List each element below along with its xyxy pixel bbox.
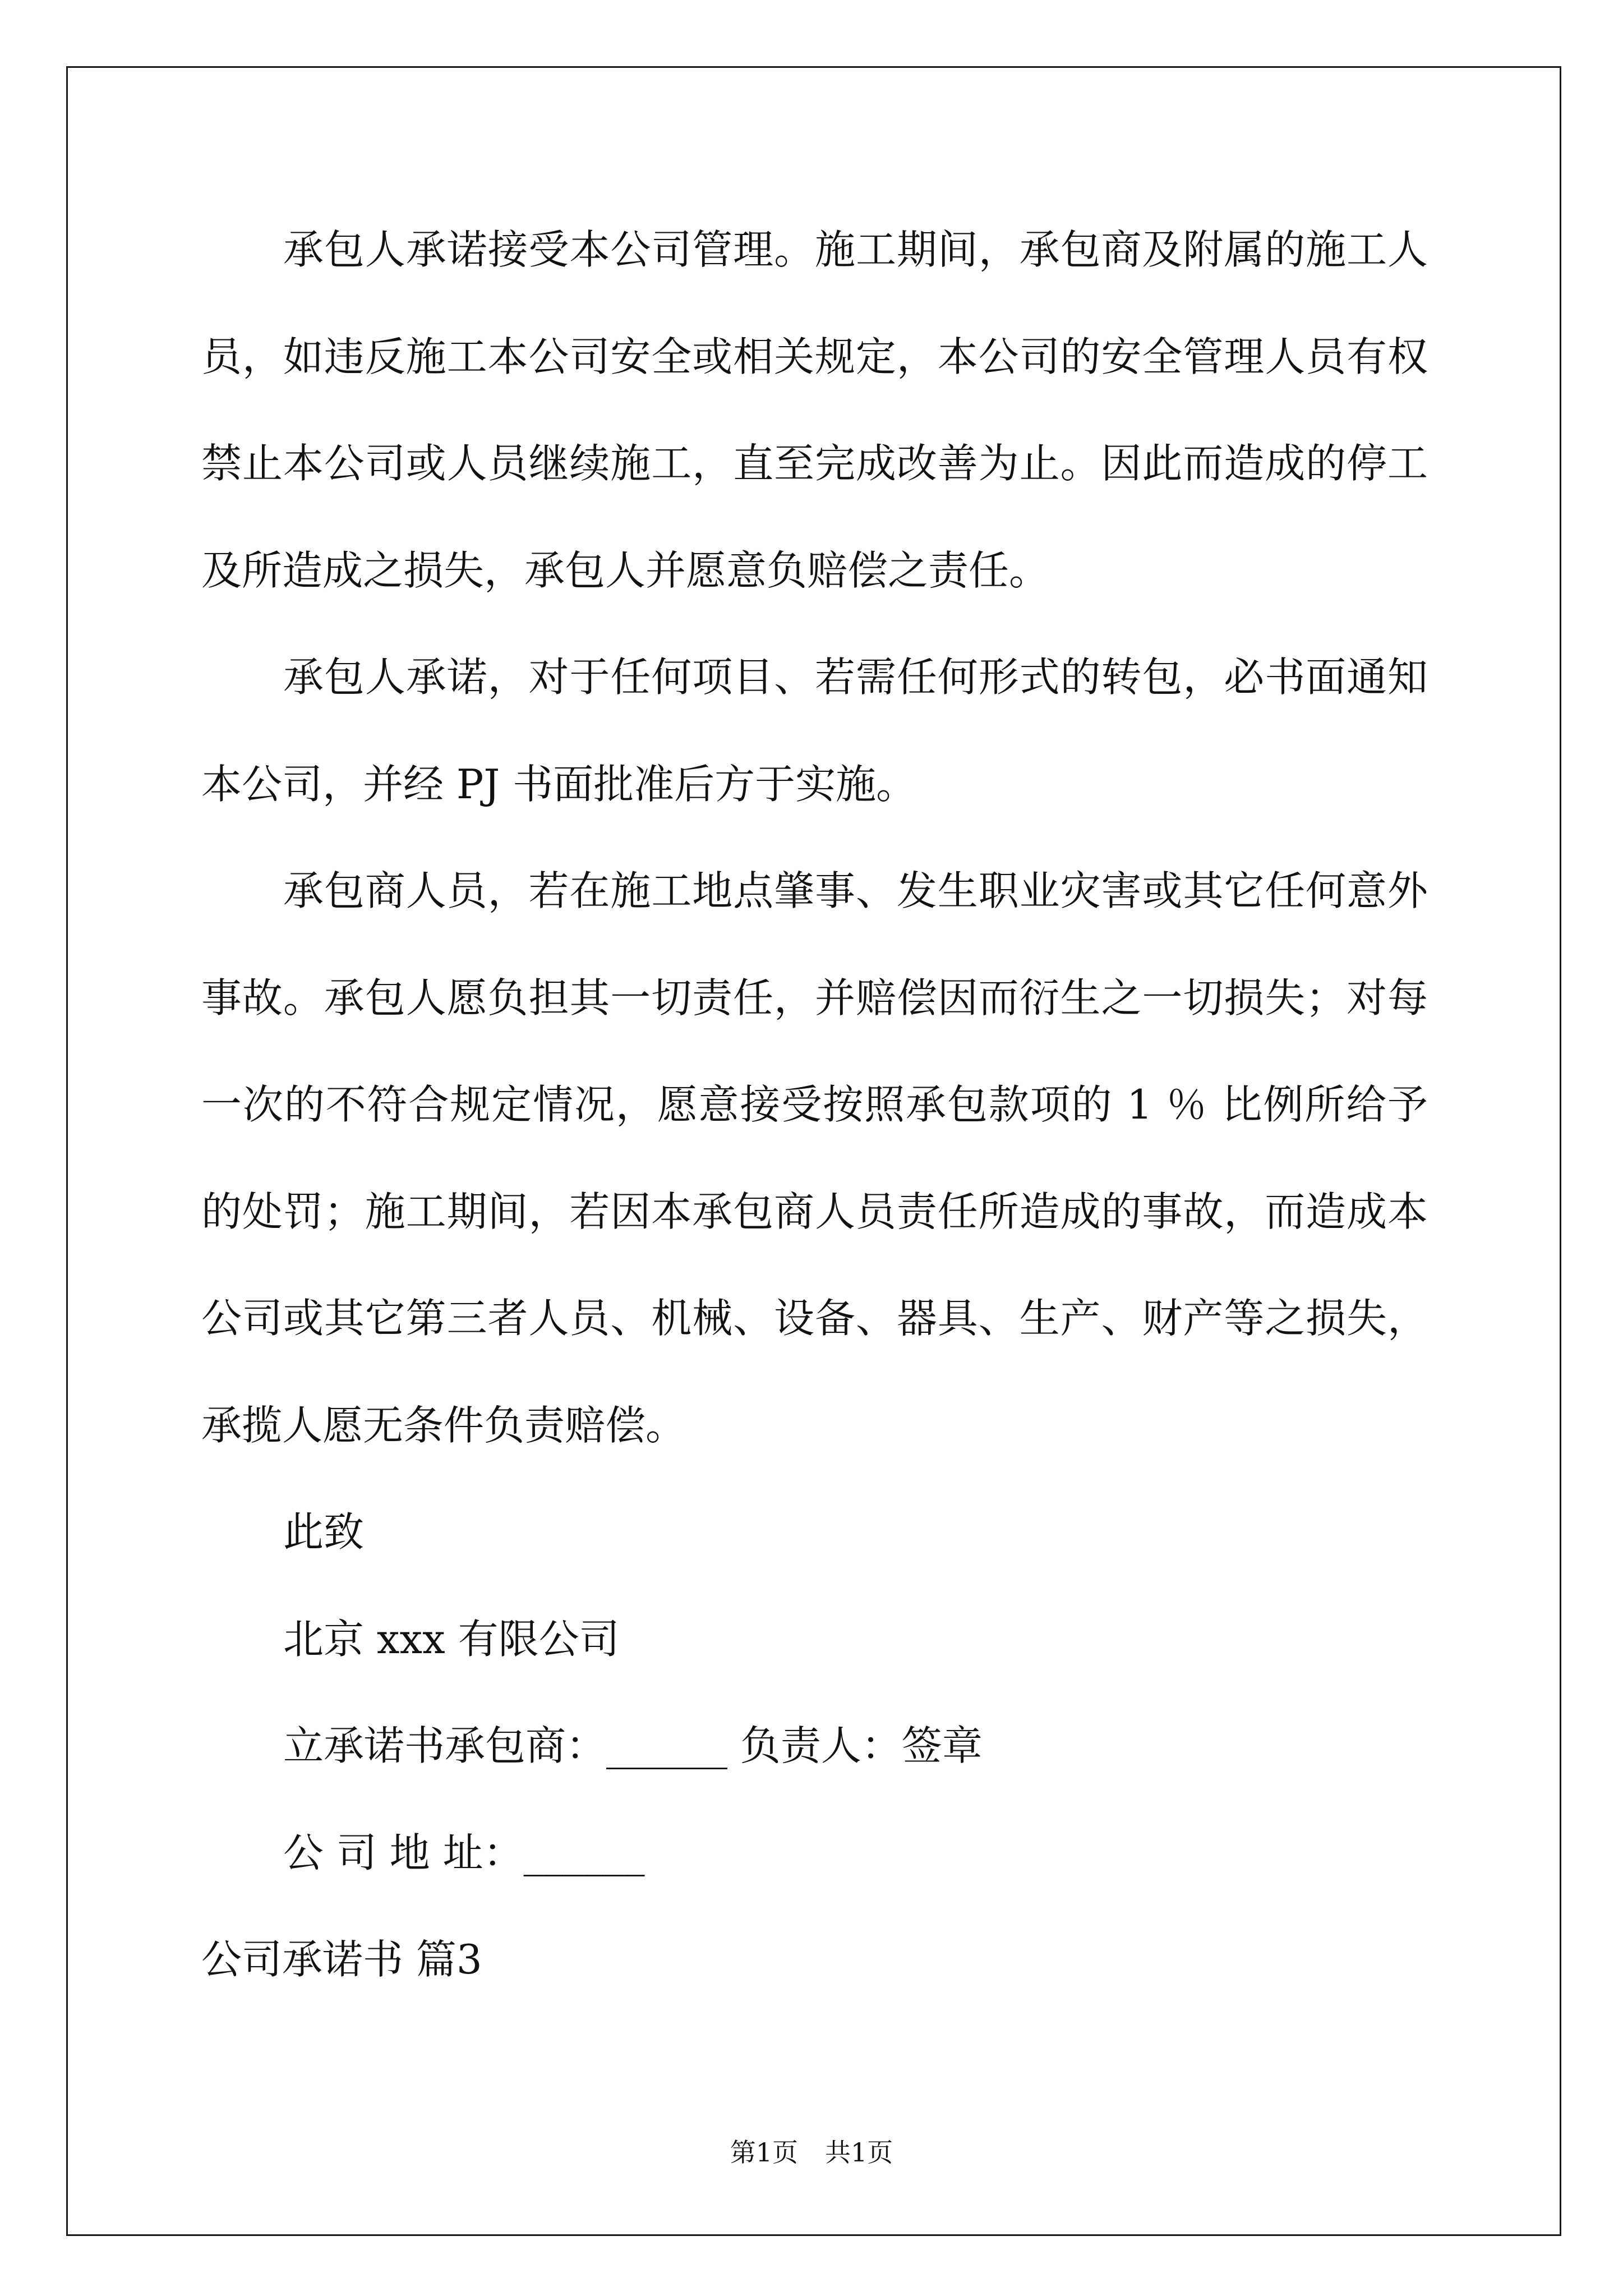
paragraph-liability — [201, 838, 1428, 1479]
total-page-count: 共1页 — [825, 2137, 893, 2168]
next-section-heading: 公司承诺书 篇3 — [201, 1936, 482, 1983]
paragraph-line: 承包商人员，若在施工地点肇事、发生职业灾害或其它任何意外 — [283, 867, 1428, 914]
paragraph-line: 的处罚；施工期间，若因本承包商人员责任所造成的事故，而造成本 — [201, 1188, 1428, 1235]
page-footer — [0, 2136, 1623, 2169]
paragraph-subcontract — [201, 624, 1428, 838]
document-body — [201, 196, 1428, 2013]
paragraph-line: 承包人承诺，对于任何项目、若需任何形式的转包，必书面通知 — [283, 654, 1428, 701]
paragraph-line: 及所造成之损失，承包人并愿意负赔偿之责任。 — [201, 546, 1050, 594]
current-page-number: 第1页 — [730, 2137, 798, 2168]
paragraph-line: 承包人承诺接受本公司管理。施工期间，承包商及附属的施工人 — [283, 226, 1428, 273]
paragraph-line: 承揽人愿无条件负责赔偿。 — [201, 1401, 686, 1449]
closing-recipient: 北京 xxx 有限公司 — [283, 1615, 620, 1663]
paragraph-line: 一次的不符合规定情况，愿意接受按照承包款项的 1 ％ 比例所给予 — [201, 1081, 1428, 1128]
paragraph-acceptance — [201, 196, 1428, 624]
paragraph-line: 禁止本公司或人员继续施工，直至完成改善为止。因此而造成的停工 — [201, 440, 1428, 487]
paragraph-line: 事故。承包人愿负担其一切责任，并赔偿因而衍生之一切损失；对每 — [201, 974, 1428, 1022]
paragraph-line: 员，如违反施工本公司安全或相关规定，本公司的安全管理人员有权 — [201, 333, 1428, 380]
closing-signatory: 立承诺书承包商：______ 负责人：签章 — [283, 1722, 983, 1769]
closing-salutation: 此致 — [283, 1508, 365, 1556]
closing-address: 公 司 地 址：______ — [283, 1829, 645, 1876]
paragraph-line: 公司或其它第三者人员、机械、设备、器具、生产、财产等之损失， — [201, 1295, 1428, 1342]
paragraph-line: 本公司，并经 PJ 书面批准后方于实施。 — [201, 760, 917, 808]
